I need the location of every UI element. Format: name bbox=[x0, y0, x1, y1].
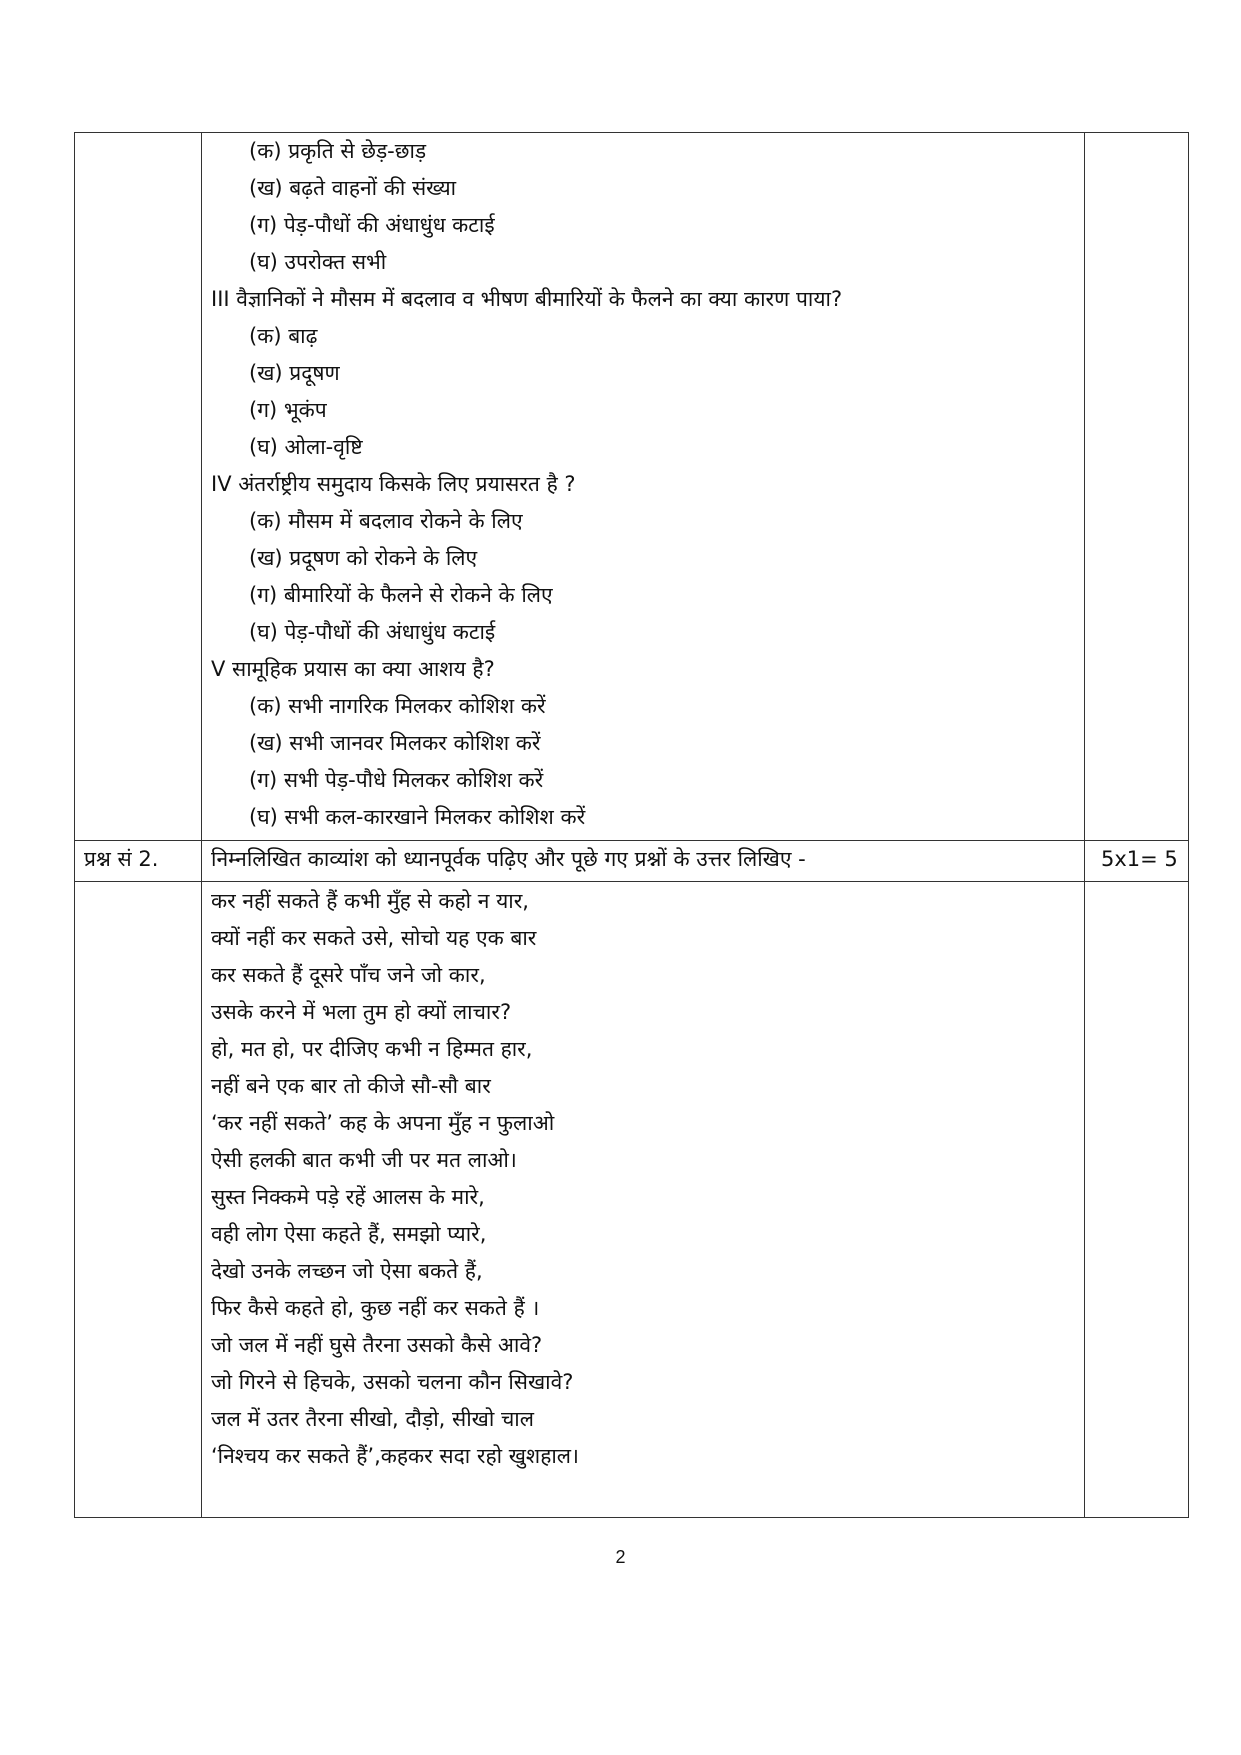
poem-line: जो जल में नहीं घुसे तैरना उसको कैसे आवे? bbox=[211, 1333, 543, 1357]
option: (ख) प्रदूषण को रोकने के लिए bbox=[249, 546, 478, 570]
row-divider bbox=[75, 840, 1188, 841]
poem-line: जो गिरने से हिचके, उसको चलना कौन सिखावे? bbox=[211, 1370, 574, 1394]
question-text: III वैज्ञानिकों ने मौसम में बदलाव व भीषण बीमारियों के फैलने का क्या कारण पाया? bbox=[211, 287, 843, 311]
poem-line: उसके करने में भला तुम हो क्यों लाचार? bbox=[211, 1000, 512, 1024]
poem-line: देखो उनके लच्छन जो ऐसा बकते हैं, bbox=[211, 1259, 483, 1283]
option: (घ) उपरोक्त सभी bbox=[249, 250, 387, 274]
poem-line: सुस्त निक्कमे पड़े रहें आलस के मारे, bbox=[211, 1185, 485, 1209]
column-divider bbox=[201, 133, 202, 1517]
poem-line: क्यों नहीं कर सकते उसे, सोचो यह एक बार bbox=[211, 926, 537, 950]
marks: 5x1= 5 bbox=[1101, 847, 1178, 871]
page-number: 2 bbox=[615, 1547, 626, 1567]
option: (घ) पेड़-पौधों की अंधाधुंध कटाई bbox=[249, 620, 496, 644]
question-number: प्रश्न सं 2. bbox=[84, 847, 159, 871]
poem-line: कर सकते हैं दूसरे पाँच जने जो कार, bbox=[211, 963, 486, 987]
poem-line: हो, मत हो, पर दीजिए कभी न हिम्मत हार, bbox=[211, 1037, 533, 1061]
option: (घ) सभी कल-कारखाने मिलकर कोशिश करें bbox=[249, 805, 586, 829]
question-text: IV अंतर्राष्ट्रीय समुदाय किसके लिए प्रयासरत है ? bbox=[211, 472, 576, 496]
option: (ख) बढ़ते वाहनों की संख्या bbox=[249, 176, 457, 200]
question-table bbox=[74, 132, 1189, 1518]
question-text: V सामूहिक प्रयास का क्या आशय है? bbox=[211, 657, 495, 681]
option: (क) बाढ़ bbox=[249, 324, 318, 348]
option: (ग) भूकंप bbox=[249, 398, 327, 422]
option: (ग) पेड़-पौधों की अंधाधुंध कटाई bbox=[249, 213, 495, 237]
poem-line: फिर कैसे कहते हो, कुछ नहीं कर सकते हैं । bbox=[211, 1296, 540, 1320]
row-divider bbox=[75, 881, 1188, 882]
poem-line: कर नहीं सकते हैं कभी मुँह से कहो न यार, bbox=[211, 889, 529, 913]
option: (ख) प्रदूषण bbox=[249, 361, 340, 385]
option: (क) सभी नागरिक मिलकर कोशिश करें bbox=[249, 694, 546, 718]
option: (ख) सभी जानवर मिलकर कोशिश करें bbox=[249, 731, 541, 755]
option: (ग) बीमारियों के फैलने से रोकने के लिए bbox=[249, 583, 553, 607]
option: (ग) सभी पेड़-पौधे मिलकर कोशिश करें bbox=[249, 768, 544, 792]
poem-line: ‘कर नहीं सकते’ कह के अपना मुँह न फुलाओ bbox=[211, 1111, 555, 1135]
question-instruction: निम्नलिखित काव्यांश को ध्यानपूर्वक पढ़िए और पूछे गए प्रश्नों के उत्तर लिखिए - bbox=[211, 847, 806, 871]
option: (क) प्रकृति से छेड़-छाड़ bbox=[249, 139, 427, 163]
poem-line: वही लोग ऐसा कहते हैं, समझो प्यारे, bbox=[211, 1222, 487, 1246]
poem-line: ‘निश्चय कर सकते हैं’,कहकर सदा रहो खुशहाल। bbox=[211, 1444, 579, 1468]
poem-line: नहीं बने एक बार तो कीजे सौ-सौ बार bbox=[211, 1074, 491, 1098]
poem-line: ऐसी हलकी बात कभी जी पर मत लाओ। bbox=[211, 1148, 517, 1172]
column-divider bbox=[1084, 133, 1085, 1517]
poem-line: जल में उतर तैरना सीखो, दौड़ो, सीखो चाल bbox=[211, 1407, 534, 1431]
option: (क) मौसम में बदलाव रोकने के लिए bbox=[249, 509, 523, 533]
option: (घ) ओला-वृष्टि bbox=[249, 435, 363, 459]
